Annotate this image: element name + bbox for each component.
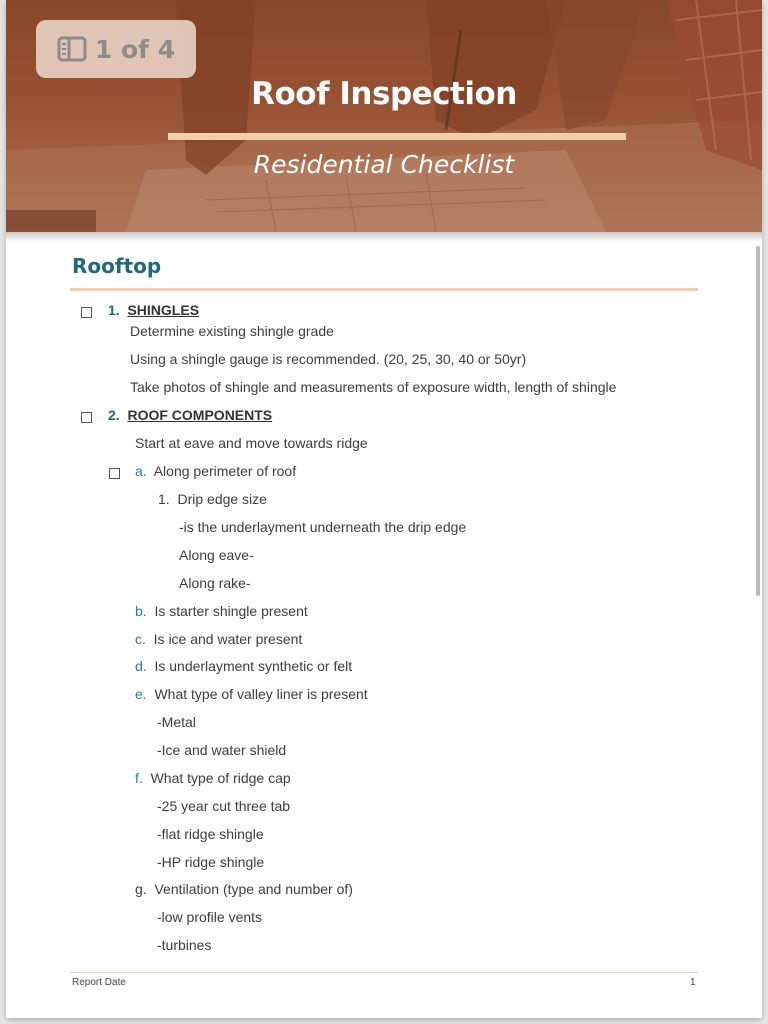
document-subtitle: Residential Checklist — [253, 150, 515, 179]
sub-item-text: What type of ridge cap — [150, 770, 291, 786]
detail-line: -is the underlayment underneath the drip edge — [179, 519, 467, 535]
detail-line: -low profile vents — [157, 909, 263, 925]
sub-item-letter: d. — [135, 658, 147, 674]
book-pages-icon — [57, 36, 87, 62]
detail-line: -Metal — [157, 714, 196, 730]
item-heading-roof-components — [108, 407, 272, 423]
title-divider — [168, 133, 626, 140]
item-heading-text: ROOF COMPONENTS — [127, 407, 273, 423]
sub-item-e — [135, 686, 368, 702]
checkbox-perimeter[interactable] — [109, 468, 120, 479]
section-title: Rooftop — [72, 254, 162, 278]
sub-item-text: Is ice and water present — [153, 631, 303, 647]
item-line: Using a shingle gauge is recommended. (20, 25, 30, 40 or 50yr) — [130, 351, 527, 367]
sub-item-c — [135, 631, 302, 647]
item-heading-shingles — [108, 302, 199, 318]
sub-item-letter: b. — [135, 603, 147, 619]
detail-line: -HP ridge shingle — [157, 854, 265, 870]
item-line: Determine existing shingle grade — [130, 323, 334, 339]
sub-sub-item-1 — [158, 491, 267, 507]
item-line: Take photos of shingle and measurements of exposure width, length of shingle — [130, 379, 617, 395]
sub-item-letter: e. — [135, 686, 147, 702]
detail-line: Along eave- — [179, 547, 254, 563]
checkbox-roof-components[interactable] — [81, 412, 92, 423]
detail-line: -flat ridge shingle — [157, 826, 264, 842]
sub-item-a — [135, 463, 296, 479]
sub-item-letter: g. — [135, 881, 147, 897]
sub-item-letter: a. — [135, 463, 147, 479]
sub-item-text: Along perimeter of roof — [153, 463, 297, 479]
header-banner — [6, 0, 762, 232]
page-indicator-text: 1 of 4 — [94, 34, 176, 64]
sub-item-letter: c. — [135, 631, 146, 647]
section-divider — [70, 288, 698, 291]
sub-item-b — [135, 603, 308, 619]
detail-line: Along rake- — [179, 575, 251, 591]
checkbox-shingles[interactable] — [81, 307, 92, 318]
page-indicator-badge[interactable] — [36, 20, 196, 78]
sub-item-g — [135, 881, 353, 897]
sub-item-text: Is underlayment synthetic or felt — [154, 658, 353, 674]
document-page — [6, 0, 762, 1018]
sub-item-f — [135, 770, 291, 786]
item-intro: Start at eave and move towards ridge — [135, 435, 368, 451]
item-number: 1. — [108, 302, 120, 318]
item-number: 2. — [108, 407, 120, 423]
sub-sub-item-text: Drip edge size — [177, 491, 267, 507]
detail-line: -turbines — [157, 937, 212, 953]
detail-line: -25 year cut three tab — [157, 798, 291, 814]
item-heading-text: SHINGLES — [127, 302, 200, 318]
sub-sub-item-number: 1. — [158, 491, 170, 507]
sub-item-d — [135, 658, 352, 674]
footer-divider — [70, 972, 698, 973]
vertical-scrollbar[interactable] — [756, 246, 760, 596]
sub-item-text: Ventilation (type and number of) — [154, 881, 353, 897]
banner-shadow — [6, 232, 762, 242]
detail-line: -Ice and water shield — [157, 742, 287, 758]
sub-item-text: Is starter shingle present — [154, 603, 308, 619]
footer-report-date: Report Date — [72, 977, 126, 988]
document-title: Roof Inspection — [251, 76, 517, 112]
sub-item-letter: f. — [135, 770, 143, 786]
sub-item-text: What type of valley liner is present — [154, 686, 368, 702]
footer-page-number: 1 — [690, 977, 696, 988]
